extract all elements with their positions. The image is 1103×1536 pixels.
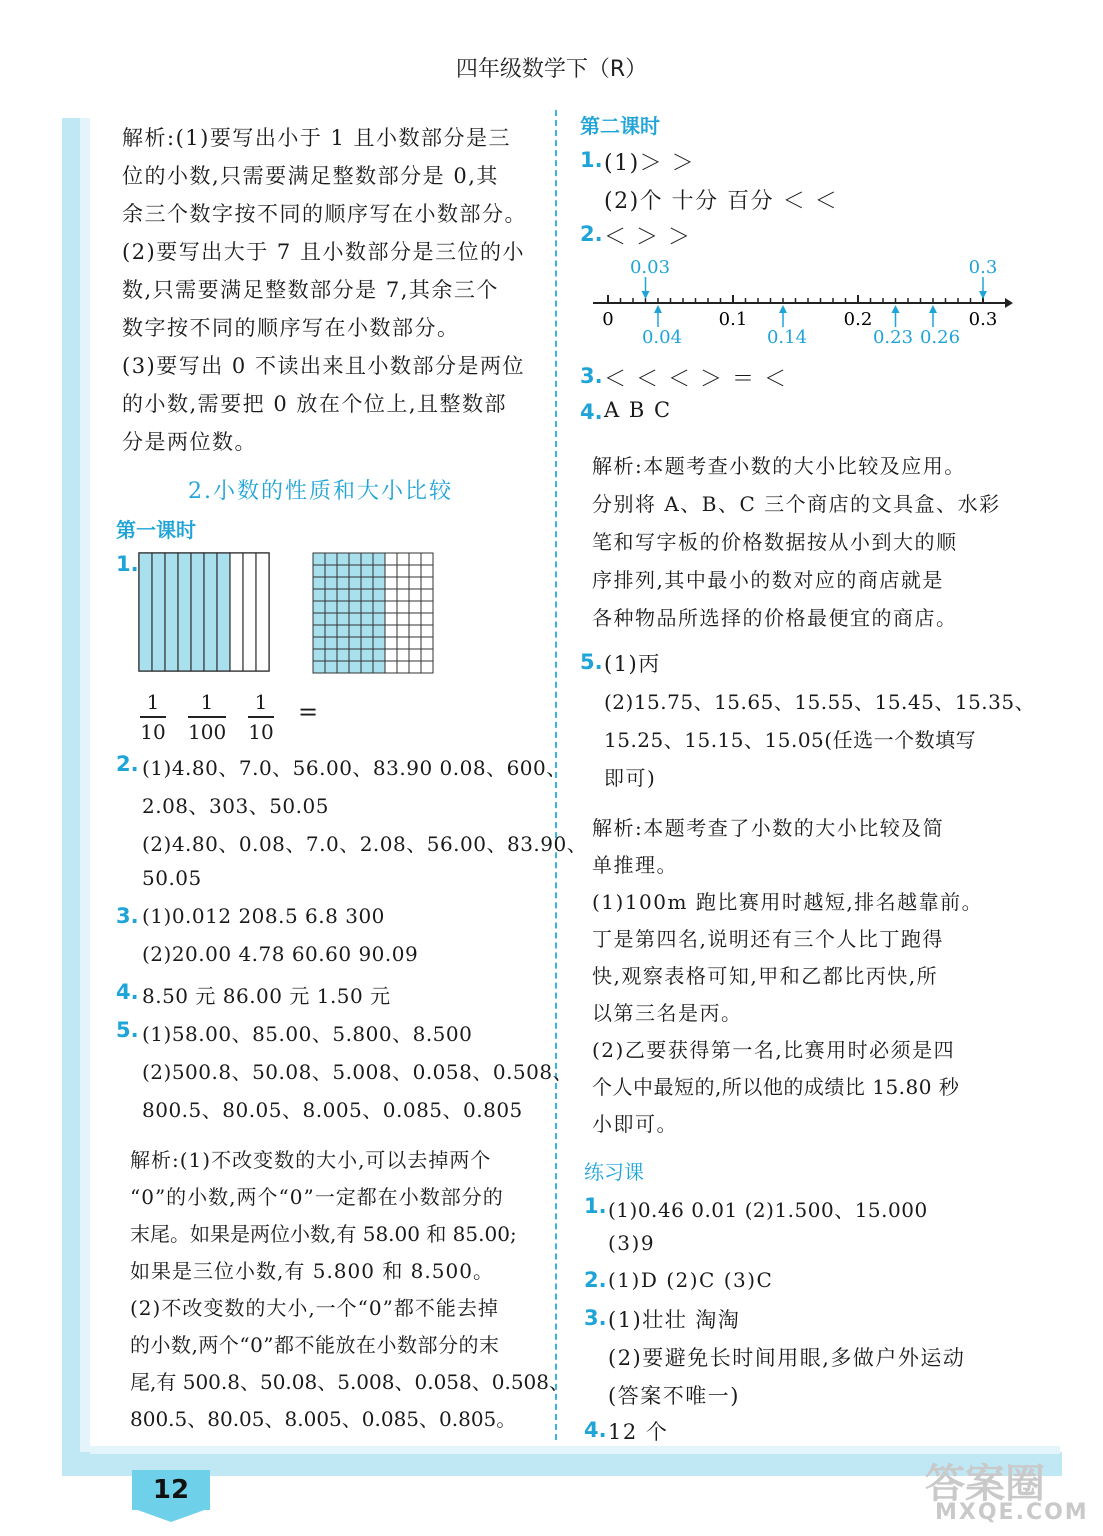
fraction-2	[188, 690, 226, 744]
grid-cell	[385, 649, 397, 661]
grid-cell	[373, 637, 385, 649]
above-label: 0.03	[629, 257, 671, 278]
analysis4-line: 解析:本题考查了小数的大小比较及简	[592, 816, 945, 840]
r-q5-line: 即可)	[604, 766, 657, 790]
grid-cell	[337, 661, 349, 673]
section-title: 2.小数的性质和大小比较	[188, 479, 453, 504]
question-number: 2.	[116, 752, 139, 776]
numerator: 1	[146, 690, 160, 714]
grid-cell	[349, 565, 361, 577]
question-number: 1.	[580, 148, 603, 172]
grid-cell	[373, 625, 385, 637]
p1-line: (3)9	[608, 1231, 656, 1255]
grid-cell	[397, 625, 409, 637]
analysis1-line: 的小数,需要把 0 放在个位上,且整数部	[122, 392, 508, 416]
grid-cell	[373, 589, 385, 601]
analysis1-line: 分是两位数。	[122, 430, 257, 454]
grid-cell	[421, 613, 433, 625]
fraction-1	[140, 690, 166, 744]
page-frame-bottom-inner	[90, 1446, 1060, 1454]
analysis1-line: 余三个数字按不同的顺序写在小数部分。	[122, 202, 527, 226]
grid-cell	[397, 553, 409, 565]
analysis4-line: 以第三名是丙。	[592, 1001, 743, 1025]
analysis3-line: 序排列,其中最小的数对应的商店就是	[592, 568, 944, 592]
number-line-arrowhead	[892, 305, 900, 313]
question-number: 1.	[584, 1194, 607, 1218]
grid-cell	[421, 553, 433, 565]
grid-cell	[337, 565, 349, 577]
grid-cell	[349, 577, 361, 589]
equals-sign: =	[298, 698, 319, 726]
question-number: 1.	[116, 552, 139, 576]
grid-cell	[385, 589, 397, 601]
r-q2-answer: ＜ ＞ ＞	[604, 225, 692, 250]
q2-line: 50.05	[142, 866, 202, 890]
tick-label: 0.3	[968, 309, 998, 330]
p3-line: (2)要避免长时间用眼,多做户外运动	[608, 1346, 966, 1370]
analysis3-line: 各种物品所选择的价格最便宜的商店。	[592, 606, 958, 630]
grid-cell	[349, 625, 361, 637]
grid-cell	[361, 565, 373, 577]
above-label: 0.3	[968, 257, 998, 278]
grid-cell	[313, 577, 325, 589]
question-number: 5.	[116, 1018, 139, 1042]
grid-cell	[349, 613, 361, 625]
analysis2-line: 800.5、80.05、8.005、0.085、0.805。	[130, 1407, 517, 1431]
question-number: 4.	[580, 400, 603, 424]
grid-cell	[349, 661, 361, 673]
grid-cell	[373, 553, 385, 565]
grid-cell	[397, 649, 409, 661]
strip-cell	[165, 553, 178, 671]
grid-cell	[409, 589, 421, 601]
grid-cell	[409, 577, 421, 589]
analysis4-line: 小即可。	[592, 1112, 678, 1136]
number-line-arrowhead	[929, 305, 937, 313]
grid-cell	[409, 637, 421, 649]
r-q4-answer: A B C	[604, 398, 672, 422]
analysis1-line: (3)要写出 0 不读出来且小数部分是两位	[122, 354, 525, 378]
grid-cell	[373, 661, 385, 673]
question-number: 5.	[580, 650, 603, 674]
analysis3-line: 解析:本题考查小数的大小比较及应用。	[592, 454, 966, 478]
analysis1-line: 数字按不同的顺序写在小数部分。	[122, 316, 460, 340]
strip-cell	[191, 553, 204, 671]
numerator: 1	[200, 690, 214, 714]
grid-cell	[349, 601, 361, 613]
p3-line: (1)壮壮 淘淘	[608, 1308, 741, 1332]
grid-cell	[421, 637, 433, 649]
grid-cell	[397, 637, 409, 649]
below-label: 0.14	[766, 327, 808, 348]
grid-cell	[325, 565, 337, 577]
grid-cell	[313, 613, 325, 625]
grid-cell	[385, 661, 397, 673]
grid-cell	[421, 565, 433, 577]
r-q5-line: 15.25、15.15、15.05(任选一个数填写	[604, 728, 977, 752]
fraction-3	[248, 690, 274, 744]
r-q5-line: (2)15.75、15.65、15.55、15.45、15.35、	[604, 690, 1036, 714]
hundredths-grid-model	[312, 552, 436, 674]
grid-cell	[409, 613, 421, 625]
grid-cell	[421, 601, 433, 613]
grid-cell	[385, 637, 397, 649]
grid-cell	[349, 637, 361, 649]
grid-cell	[313, 625, 325, 637]
below-label: 0.26	[919, 327, 961, 348]
page-header: 四年级数学下（R）	[455, 57, 648, 82]
grid-cell	[421, 625, 433, 637]
number-line-arrowhead	[654, 305, 662, 313]
grid-cell	[421, 649, 433, 661]
question-number: 2.	[584, 1268, 607, 1292]
strip-cell	[178, 553, 191, 671]
grid-cell	[325, 649, 337, 661]
analysis3-line: 笔和写字板的价格数据按从小到大的顺	[592, 530, 958, 554]
analysis1-line: 位的小数,只需要满足整数部分是 0,其	[122, 164, 499, 188]
grid-cell	[325, 613, 337, 625]
grid-cell	[325, 625, 337, 637]
q5-line: (1)58.00、85.00、5.800、8.500	[142, 1022, 473, 1046]
analysis1-line: 解析:(1)要写出小于 1 且小数部分是三	[122, 126, 512, 150]
strip-cell	[243, 553, 256, 671]
question-number: 3.	[116, 904, 139, 928]
grid-cell	[397, 613, 409, 625]
analysis4-line: 快,观察表格可知,甲和乙都比丙快,所	[592, 964, 939, 988]
q3-line: (2)20.00 4.78 60.60 90.09	[142, 942, 419, 966]
grid-cell	[325, 577, 337, 589]
tick-label: 0.1	[718, 309, 748, 330]
grid-cell	[373, 577, 385, 589]
grid-cell	[325, 601, 337, 613]
lesson-title-1: 第一课时	[116, 518, 196, 542]
q5-line: (2)500.8、50.08、5.008、0.058、0.508、	[142, 1060, 574, 1084]
watermark-url: MXQE.COM	[935, 1500, 1089, 1525]
grid-cell	[361, 613, 373, 625]
analysis2-line: 解析:(1)不改变数的大小,可以去掉两个	[130, 1148, 492, 1172]
grid-cell	[361, 577, 373, 589]
grid-cell	[313, 553, 325, 565]
grid-cell	[361, 649, 373, 661]
analysis2-line: “0”的小数,两个“0”一定都在小数部分的	[130, 1185, 504, 1209]
grid-cell	[337, 589, 349, 601]
below-label: 0.23	[872, 327, 914, 348]
p2-answer: (1)D (2)C (3)C	[608, 1268, 774, 1292]
grid-cell	[421, 589, 433, 601]
grid-cell	[409, 565, 421, 577]
grid-cell	[325, 589, 337, 601]
q4-answer: 8.50 元 86.00 元 1.50 元	[142, 984, 391, 1008]
p4-answer: 12 个	[608, 1420, 669, 1444]
number-line	[585, 255, 1015, 355]
analysis2-line: 如果是三位小数,有 5.800 和 8.500。	[130, 1259, 494, 1283]
grid-cell	[337, 601, 349, 613]
analysis2-line: 尾,有 500.8、50.08、5.008、0.058、0.508、	[130, 1370, 569, 1394]
page-frame-left-inner	[80, 118, 90, 1473]
analysis2-line: 的小数,两个“0”都不能放在小数部分的末	[130, 1333, 500, 1357]
number-line-arrowhead	[979, 291, 987, 299]
grid-cell	[349, 553, 361, 565]
denominator: 10	[140, 720, 166, 744]
strip-cell	[204, 553, 217, 671]
grid-cell	[349, 649, 361, 661]
grid-cell	[373, 649, 385, 661]
grid-cell	[325, 661, 337, 673]
grid-cell	[385, 577, 397, 589]
r-q3-answer: ＜ ＜ ＜ ＞ ＝ ＜	[604, 367, 788, 392]
grid-cell	[313, 637, 325, 649]
strip-cell	[230, 553, 243, 671]
grid-cell	[373, 565, 385, 577]
q5-line: 800.5、80.05、8.005、0.085、0.805	[142, 1098, 523, 1122]
grid-cell	[325, 553, 337, 565]
q2-line: 2.08、303、50.05	[142, 794, 329, 818]
grid-cell	[421, 661, 433, 673]
analysis3-line: 分别将 A、B、C 三个商店的文具盒、水彩	[592, 492, 1001, 516]
grid-cell	[361, 601, 373, 613]
grid-cell	[409, 649, 421, 661]
grid-cell	[313, 601, 325, 613]
grid-cell	[397, 565, 409, 577]
number-line-arrowhead	[779, 305, 787, 313]
practice-title: 练习课	[584, 1160, 644, 1184]
r-q1-line: (1)＞ ＞	[604, 151, 696, 176]
question-number: 3.	[584, 1306, 607, 1330]
below-label: 0.04	[641, 327, 683, 348]
grid-cell	[361, 553, 373, 565]
grid-cell	[397, 589, 409, 601]
grid-cell	[421, 577, 433, 589]
grid-cell	[313, 649, 325, 661]
q2-line: (2)4.80、0.08、7.0、2.08、56.00、83.90、	[142, 832, 588, 856]
grid-cell	[337, 577, 349, 589]
question-number: 3.	[580, 364, 603, 388]
grid-cell	[385, 553, 397, 565]
numerator: 1	[254, 690, 268, 714]
grid-cell	[409, 553, 421, 565]
question-number: 4.	[116, 980, 139, 1004]
grid-cell	[373, 613, 385, 625]
tick-label: 0.2	[843, 309, 873, 330]
denominator: 10	[248, 720, 274, 744]
grid-cell	[325, 637, 337, 649]
grid-cell	[397, 601, 409, 613]
strip-cell	[256, 553, 269, 671]
grid-cell	[373, 601, 385, 613]
p3-line: (答案不唯一)	[608, 1384, 740, 1408]
grid-cell	[397, 577, 409, 589]
analysis4-line: 丁是第四名,说明还有三个人比丁跑得	[592, 927, 944, 951]
page-number: 12	[152, 1475, 190, 1505]
analysis4-line: (2)乙要获得第一名,比赛用时必须是四	[592, 1038, 956, 1062]
grid-cell	[337, 637, 349, 649]
grid-cell	[337, 649, 349, 661]
analysis1-line: 数,只需要满足整数部分是 7,其余三个	[122, 278, 499, 302]
number-line-arrowhead	[642, 291, 650, 299]
grid-cell	[337, 553, 349, 565]
analysis4-line: 单推理。	[592, 853, 678, 877]
grid-cell	[361, 661, 373, 673]
analysis4-line: 个人中最短的,所以他的成绩比 15.80 秒	[592, 1075, 960, 1099]
grid-cell	[409, 625, 421, 637]
page-number-tab-arrow	[132, 1508, 210, 1522]
grid-cell	[313, 589, 325, 601]
grid-cell	[361, 625, 373, 637]
grid-cell	[385, 565, 397, 577]
grid-cell	[361, 637, 373, 649]
r-q1-line: (2)个 十分 百分 ＜ ＜	[604, 189, 839, 214]
page-frame-bottom	[62, 1452, 1062, 1476]
page-frame-left	[62, 118, 82, 1473]
watermark-logo: 答案圈	[925, 1461, 1045, 1507]
question-number: 4.	[584, 1418, 607, 1442]
tenths-strip-model	[138, 552, 272, 674]
grid-cell	[385, 601, 397, 613]
denominator: 100	[188, 720, 227, 744]
grid-cell	[349, 589, 361, 601]
grid-cell	[361, 589, 373, 601]
q3-line: (1)0.012 208.5 6.8 300	[142, 904, 385, 928]
strip-cell	[217, 553, 230, 671]
strip-cell	[139, 553, 152, 671]
grid-cell	[409, 661, 421, 673]
q2-line: (1)4.80、7.0、56.00、83.90 0.08、600、	[142, 756, 567, 780]
grid-cell	[409, 601, 421, 613]
grid-cell	[385, 625, 397, 637]
grid-cell	[313, 661, 325, 673]
grid-cell	[337, 613, 349, 625]
strip-cell	[152, 553, 165, 671]
p1-line: (1)0.46 0.01 (2)1.500、15.000	[608, 1198, 928, 1222]
question-number: 2.	[580, 222, 603, 246]
grid-cell	[397, 661, 409, 673]
analysis2-line: 末尾。如果是两位小数,有 58.00 和 85.00;	[130, 1222, 517, 1246]
grid-cell	[385, 613, 397, 625]
analysis1-line: (2)要写出大于 7 且小数部分是三位的小	[122, 240, 525, 264]
lesson-title-2: 第二课时	[580, 114, 660, 138]
grid-cell	[313, 565, 325, 577]
analysis2-line: (2)不改变数的大小,一个“0”都不能去掉	[130, 1296, 499, 1320]
tick-label: 0	[602, 309, 614, 330]
analysis4-line: (1)100m 跑比赛用时越短,排名越靠前。	[592, 890, 984, 914]
grid-cell	[337, 625, 349, 637]
r-q5-line: (1)丙	[604, 652, 661, 676]
